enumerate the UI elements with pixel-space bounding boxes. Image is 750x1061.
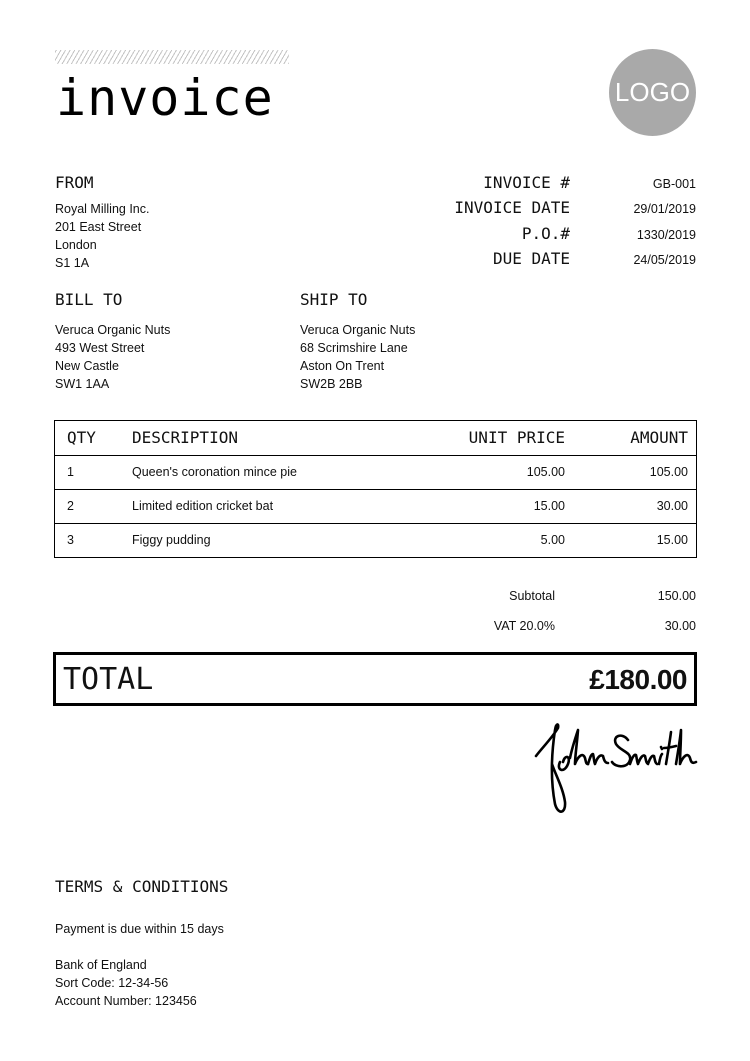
description-header: DESCRIPTION <box>132 428 238 447</box>
amount-cell: 105.00 <box>649 465 688 479</box>
po-number-value: 1330/2019 <box>636 228 696 242</box>
bank-details <box>55 956 197 1010</box>
bill-to-address <box>55 321 170 393</box>
total-label: TOTAL <box>63 662 154 697</box>
description-cell: Queen's coronation mince pie <box>132 465 297 479</box>
subtotal-label: Subtotal <box>509 589 555 603</box>
line-items-table <box>54 420 697 558</box>
logo-placeholder: LOGO <box>609 49 696 136</box>
due-date-label: DUE DATE <box>492 249 570 268</box>
from-line: S1 1A <box>55 256 90 270</box>
ship-to-address <box>300 321 415 393</box>
total-box <box>53 652 697 706</box>
vat-value: 30.00 <box>664 619 696 633</box>
title-hatch-decoration <box>55 50 289 64</box>
qty-cell: 1 <box>67 465 74 479</box>
from-heading: FROM <box>55 173 94 192</box>
signature-image <box>530 718 700 823</box>
qty-cell: 3 <box>67 533 74 547</box>
table-row <box>55 523 696 557</box>
from-line: London <box>55 238 97 252</box>
total-value: £180.00 <box>589 664 687 695</box>
from-address <box>55 200 149 272</box>
po-number-label: P.O.# <box>521 224 570 243</box>
subtotal-value: 150.00 <box>657 589 696 603</box>
invoice-date-label: INVOICE DATE <box>454 198 570 217</box>
unit-price-cell: 15.00 <box>533 499 565 513</box>
invoice-number-value: GB-001 <box>652 177 696 191</box>
ship-to-line: Aston On Trent <box>300 359 385 373</box>
bill-to-line: New Castle <box>55 359 119 373</box>
page-title: invoice <box>56 69 274 127</box>
ship-to-line: 68 Scrimshire Lane <box>300 341 408 355</box>
invoice-number-label: INVOICE # <box>483 173 570 192</box>
bill-to-line: SW1 1AA <box>55 377 110 391</box>
unit-price-cell: 105.00 <box>526 465 565 479</box>
table-row <box>55 455 696 489</box>
table-header-row <box>55 421 696 455</box>
amount-cell: 30.00 <box>656 499 688 513</box>
due-date-value: 24/05/2019 <box>633 253 696 267</box>
description-cell: Figgy pudding <box>132 533 211 547</box>
amount-header: AMOUNT <box>630 428 688 447</box>
from-line: Royal Milling Inc. <box>55 202 150 216</box>
vat-label: VAT 20.0% <box>493 619 555 633</box>
bill-to-heading: BILL TO <box>55 290 123 309</box>
table-row <box>55 489 696 523</box>
amount-cell: 15.00 <box>656 533 688 547</box>
bill-to-line: 493 West Street <box>55 341 145 355</box>
ship-to-heading: SHIP TO <box>300 290 368 309</box>
invoice-date-value: 29/01/2019 <box>633 202 696 216</box>
payment-terms-text: Payment is due within 15 days <box>55 922 224 936</box>
bank-line: Sort Code: 12-34-56 <box>55 976 169 990</box>
qty-header: QTY <box>67 428 96 447</box>
qty-cell: 2 <box>67 499 74 513</box>
description-cell: Limited edition cricket bat <box>132 499 274 513</box>
ship-to-line: Veruca Organic Nuts <box>300 323 416 337</box>
unit-price-cell: 5.00 <box>540 533 565 547</box>
terms-heading: TERMS & CONDITIONS <box>55 877 229 896</box>
ship-to-line: SW2B 2BB <box>300 377 363 391</box>
bank-line: Account Number: 123456 <box>55 994 197 1008</box>
bill-to-line: Veruca Organic Nuts <box>55 323 171 337</box>
unit-price-header: UNIT PRICE <box>468 428 565 447</box>
from-line: 201 East Street <box>55 220 142 234</box>
bank-line: Bank of England <box>55 958 147 972</box>
